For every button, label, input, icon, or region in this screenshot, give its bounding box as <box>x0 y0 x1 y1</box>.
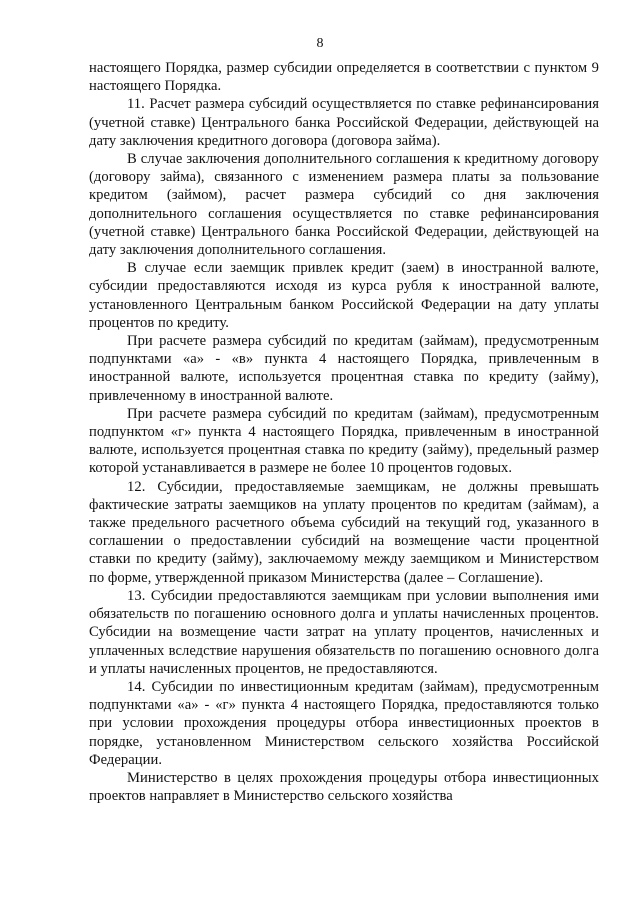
paragraph-item-12: 12. Субсидии, предоставляемые заемщикам, не должны превышать фактические затраты заемщиков на уплату процентов по кредитам (займам), а также предельного расчетного объема субсидий на текущий год, указанного в соглашении о предоставлении субсидий на возмещение части процентной ставки по кредиту (займу), заключаемому между заемщиком и Министерством по форме, утвержденной приказом Министерства (далее – Соглашение). <box>89 478 599 586</box>
paragraph-continuation: настоящего Порядка, размер субсидии определяется в соответствии с пунктом 9 настоящего Порядка. <box>89 60 599 95</box>
paragraph-rate-g: При расчете размера субсидий по кредитам (займам), предусмотренным подпунктом «г» пункта 4 настоящего Порядка, привлеченным в иностранной валюте, используется процентная ставка по кредиту (займу), предельный размер которой устанавливается в размере не более 10 процентов годовых. <box>89 405 599 477</box>
paragraph-additional-agreement: В случае заключения дополнительного соглашения к кредитному договору (договору займа), связанного с изменением размера платы за пользование кредитом (займом), расчет размера субсидий со дня заключения дополнительного соглашения осуществляется по ставке рефинансирования (учетной ставке) Центрального банка Российской Федерации, действующей на дату заключения дополнительного соглашения. <box>89 151 599 259</box>
paragraph-foreign-currency: В случае если заемщик привлек кредит (заем) в иностранной валюте, субсидии предоставляются исходя из курса рубля к иностранной валюте, установленного Центральным банком Российской Федерации на дату уплаты процентов по кредиту. <box>89 260 599 331</box>
paragraph-item-13: 13. Субсидии предоставляются заемщикам при условии выполнения ими обязательств по погашению основного долга и уплаты начисленных процентов. Субсидии на возмещение части затрат на уплату процентов, начисленных и уплаченных вследствие нарушения обязательств по погашению основного долга и уплаты начисленных процентов, не предоставляются. <box>89 587 599 677</box>
paragraph-item-11: 11. Расчет размера субсидий осуществляется по ставке рефинансирования (учетной ставке) Центрального банка Российской Федерации, действующей на дату заключения кредитного договора (договора займа). <box>89 96 599 149</box>
paragraph-selection-procedure: Министерство в целях прохождения процедуры отбора инвестиционных проектов направляет в Министерство сельского хозяйства <box>89 769 599 805</box>
page-number: 8 <box>316 36 324 51</box>
paragraph-rate-a-v: При расчете размера субсидий по кредитам (займам), предусмотренным подпунктами «а» - «в» пункта 4 настоящего Порядка, привлеченным в иностранной валюте, используется процентная ставка по кредиту (займу), привлеченному в иностранной валюте. <box>89 333 599 404</box>
paragraph-item-14: 14. Субсидии по инвестиционным кредитам (займам), предусмотренным подпунктами «а» - «г» пункта 4 настоящего Порядка, предоставляются только при условии прохождения процедуры отбора инвестиционных проектов в порядке, установленном Министерством сельского хозяйства Российской Федерации. <box>89 678 599 768</box>
document-body <box>89 59 599 805</box>
